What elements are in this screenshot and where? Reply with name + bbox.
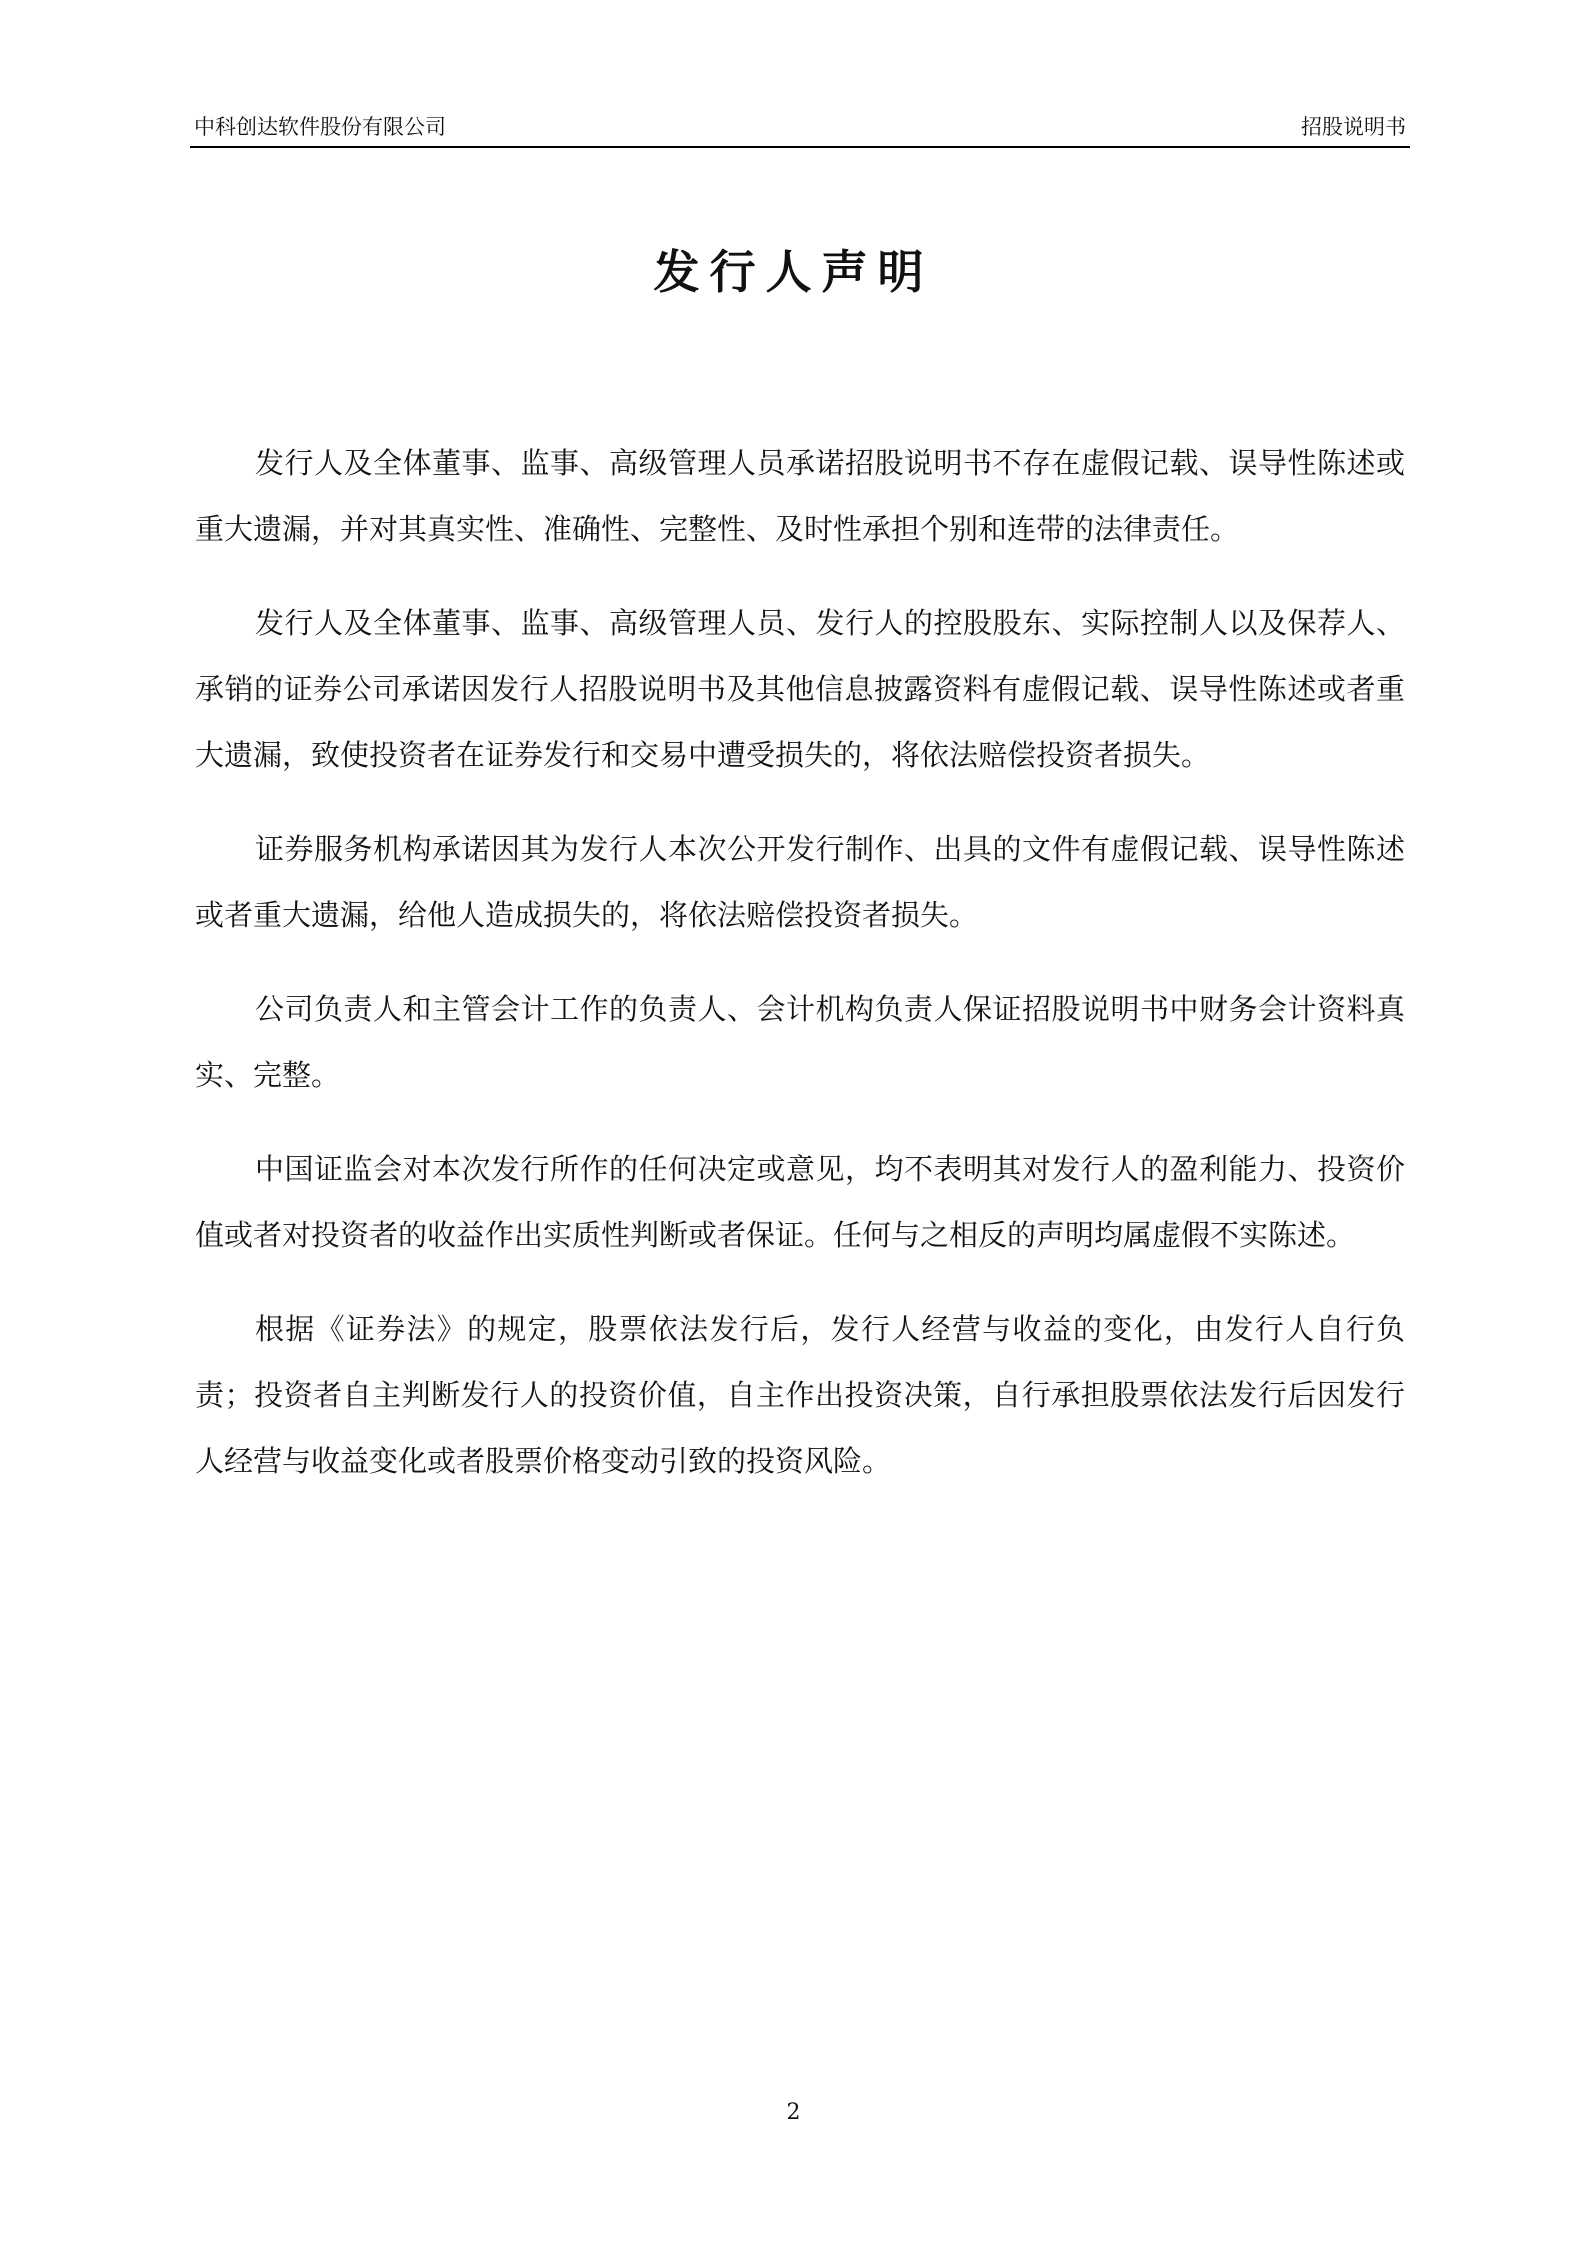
paragraph-2: 发行人及全体董事、监事、高级管理人员、发行人的控股股东、实际控制人以及保荐人、承销的证券公司承诺因发行人招股说明书及其他信息披露资料有虚假记载、误导性陈述或者重大遗漏，致使投资者在证券发行和交易中遭受损失的，将依法赔偿投资者损失。 bbox=[195, 606, 1405, 772]
paragraph-4: 公司负责人和主管会计工作的负责人、会计机构负责人保证招股说明书中财务会计资料真实、完整。 bbox=[195, 992, 1405, 1092]
header-company-name: 中科创达软件股份有限公司 bbox=[194, 115, 446, 139]
header-document-type: 招股说明书 bbox=[1301, 115, 1406, 139]
page-number: 2 bbox=[786, 2100, 801, 2125]
declaration-body bbox=[195, 430, 1405, 1522]
paragraph-1: 发行人及全体董事、监事、高级管理人员承诺招股说明书不存在虚假记载、误导性陈述或重大遗漏，并对其真实性、准确性、完整性、及时性承担个别和连带的法律责任。 bbox=[195, 446, 1405, 546]
paragraph-5: 中国证监会对本次发行所作的任何决定或意见，均不表明其对发行人的盈利能力、投资价值或者对投资者的收益作出实质性判断或者保证。任何与之相反的声明均属虚假不实陈述。 bbox=[195, 1152, 1405, 1252]
page-title: 发行人声明 bbox=[653, 245, 934, 299]
paragraph-3: 证券服务机构承诺因其为发行人本次公开发行制作、出具的文件有虚假记载、误导性陈述或者重大遗漏，给他人造成损失的，将依法赔偿投资者损失。 bbox=[195, 832, 1405, 932]
page-header bbox=[190, 112, 1410, 148]
paragraph-6: 根据《证券法》的规定，股票依法发行后，发行人经营与收益的变化，由发行人自行负责；投资者自主判断发行人的投资价值，自主作出投资决策，自行承担股票依法发行后因发行人经营与收益变化或者股票价格变动引致的投资风险。 bbox=[195, 1312, 1405, 1478]
